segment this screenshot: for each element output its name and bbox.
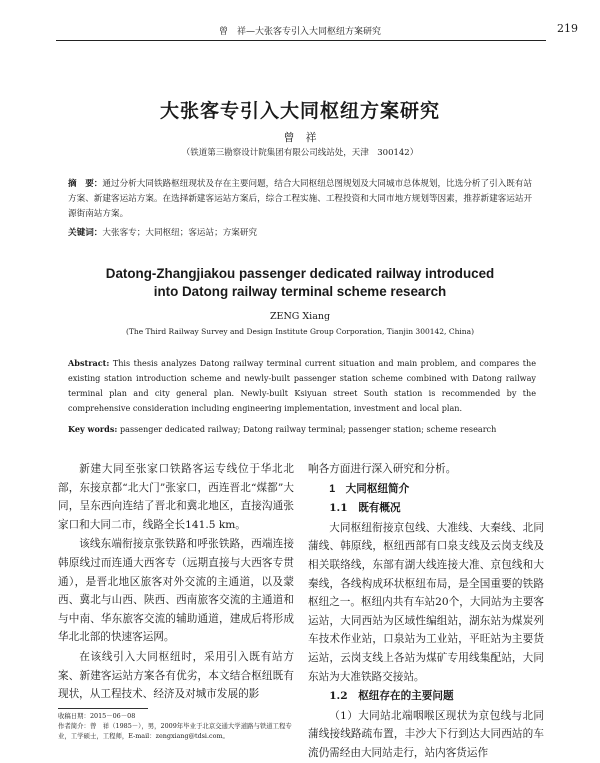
subsection-heading: 1.2 枢纽存在的主要问题 bbox=[329, 690, 454, 703]
english-title-line1: Datong-Zhangjiakou passenger dedicated railway introduced bbox=[105, 266, 495, 281]
chinese-author: 曾 祥 bbox=[283, 131, 317, 144]
subsection-heading: 1.1 既有概况 bbox=[329, 502, 401, 515]
section-heading: 1 大同枢纽简介 bbox=[329, 482, 410, 495]
chinese-keywords-text: 大张客专；大同枢纽；客运站；方案研究 bbox=[102, 228, 258, 238]
body-paragraph: 新建大同至张家口铁路客运专线位于华北北部，东接京都“北大门”张家口，西连晋北“煤都”大同，呈东西向连结了晋北和冀北地区，直接沟通张家口和大同二市，线路全长141.5 km。 bbox=[58, 463, 294, 531]
english-abstract-label: Abstract: bbox=[68, 358, 110, 368]
running-head-text: 曾 祥—大张客专引入大同枢纽方案研究 bbox=[218, 27, 381, 37]
chinese-abstract-text: 通过分析大同铁路枢纽现状及存在主要问题，结合大同枢纽总图规划及大同城市总体规划，比选分析了引入既有站方案、新建客运站方案。在选择新建客运站方案后，综合工程实施、工程投资和大同市地方规划等因素，推荐新建客运站开源街南站方案。 bbox=[68, 179, 533, 219]
chinese-abstract-label: 摘 要： bbox=[68, 179, 103, 189]
english-keywords-label: Key words: bbox=[68, 424, 118, 434]
english-author: ZENG Xiang bbox=[269, 311, 331, 322]
footnote-author-bio: 作者简介：曾 祥（1985－），男，2009年毕业于北京交通大学道路与铁道工程专业，工学硕士，工程师，E-mail：zengxiang@tdsi.com。 bbox=[58, 722, 292, 740]
chinese-title: 大张客专引入大同枢纽方案研究 bbox=[159, 100, 440, 122]
body-paragraph: （1）大同站北端咽喉区现状为京包线与北同蒲线接线路疏布置，丰沙大下行到达大同西站的车流仍需经由大同站走行，站内客货运作 bbox=[308, 709, 544, 759]
body-paragraph: 在该线引入大同枢纽时，采用引入既有站方案、新建客运站方案各有优劣，本文结合枢纽既有现状，从工程技术、经济及对城市发展的影 bbox=[58, 650, 294, 701]
body-paragraph: 响各方面进行深入研究和分析。 bbox=[308, 463, 457, 475]
english-keywords bbox=[68, 422, 536, 437]
header-rule bbox=[56, 40, 546, 41]
english-abstract bbox=[68, 356, 536, 416]
running-head bbox=[0, 22, 600, 40]
english-abstract-text: This thesis analyzes Datong railway terminal current situation and main problem, and compares the existing station introduction scheme and newly-built passenger station scheme combined with Datong railway terminal plan and city general plan. Newly-built Ksiyuan street South station is recommended by the comprehensive consideration including engineering implementation, investment and local plan. bbox=[68, 358, 536, 413]
body-left-column bbox=[58, 460, 294, 704]
body-paragraph: 该线东端衔接京张铁路和呼张铁路，西端连接韩原线过而连通大西客专（远期直接与大西客专贯通），是晋北地区旅客对外交流的主通道，以及蒙西、冀北与山西、陕西、西南旅客交流的主通道和与中南、华东旅客交流的辅助通道，建成后将形成华北北部的快速客运网。 bbox=[58, 538, 294, 644]
english-affiliation: (The Third Railway Survey and Design Institute Group Corporation, Tianjin 300142, China) bbox=[125, 327, 475, 336]
page-number: 219 bbox=[557, 22, 578, 35]
chinese-abstract bbox=[68, 177, 536, 222]
chinese-affiliation: （铁道第三勘察设计院集团有限公司线站处，天津 300142） bbox=[181, 148, 419, 158]
footnote-received: 收稿日期：2015－06－08 bbox=[58, 712, 136, 720]
chinese-keywords-label: 关键词： bbox=[68, 228, 103, 238]
body-right-column bbox=[308, 460, 544, 763]
chinese-keywords bbox=[68, 226, 536, 241]
english-keywords-text: passenger dedicated railway; Datong railway terminal; passenger station; scheme research bbox=[117, 424, 497, 434]
footnote-rule bbox=[58, 708, 148, 709]
body-paragraph: 大同枢纽衔接京包线、大准线、大秦线、北同蒲线、韩原线，枢纽西部有口泉支线及云岗支线及相关联络线，东部有湖大线连接大准、京包线和大秦线，各线构成环状枢纽布局，是全国重要的铁路枢纽之一。枢纽内共有车站20个，大同站为主要客运站，大同西站为区域性编组站，湖东站为煤炭列车技术作业站，口泉站为工业站，平旺站为主要货运站，云岗支线上各站为煤矿专用线集配站，大同东站为大准铁路交接站。 bbox=[308, 521, 544, 683]
english-title-line2: into Datong railway terminal scheme research bbox=[153, 284, 447, 299]
